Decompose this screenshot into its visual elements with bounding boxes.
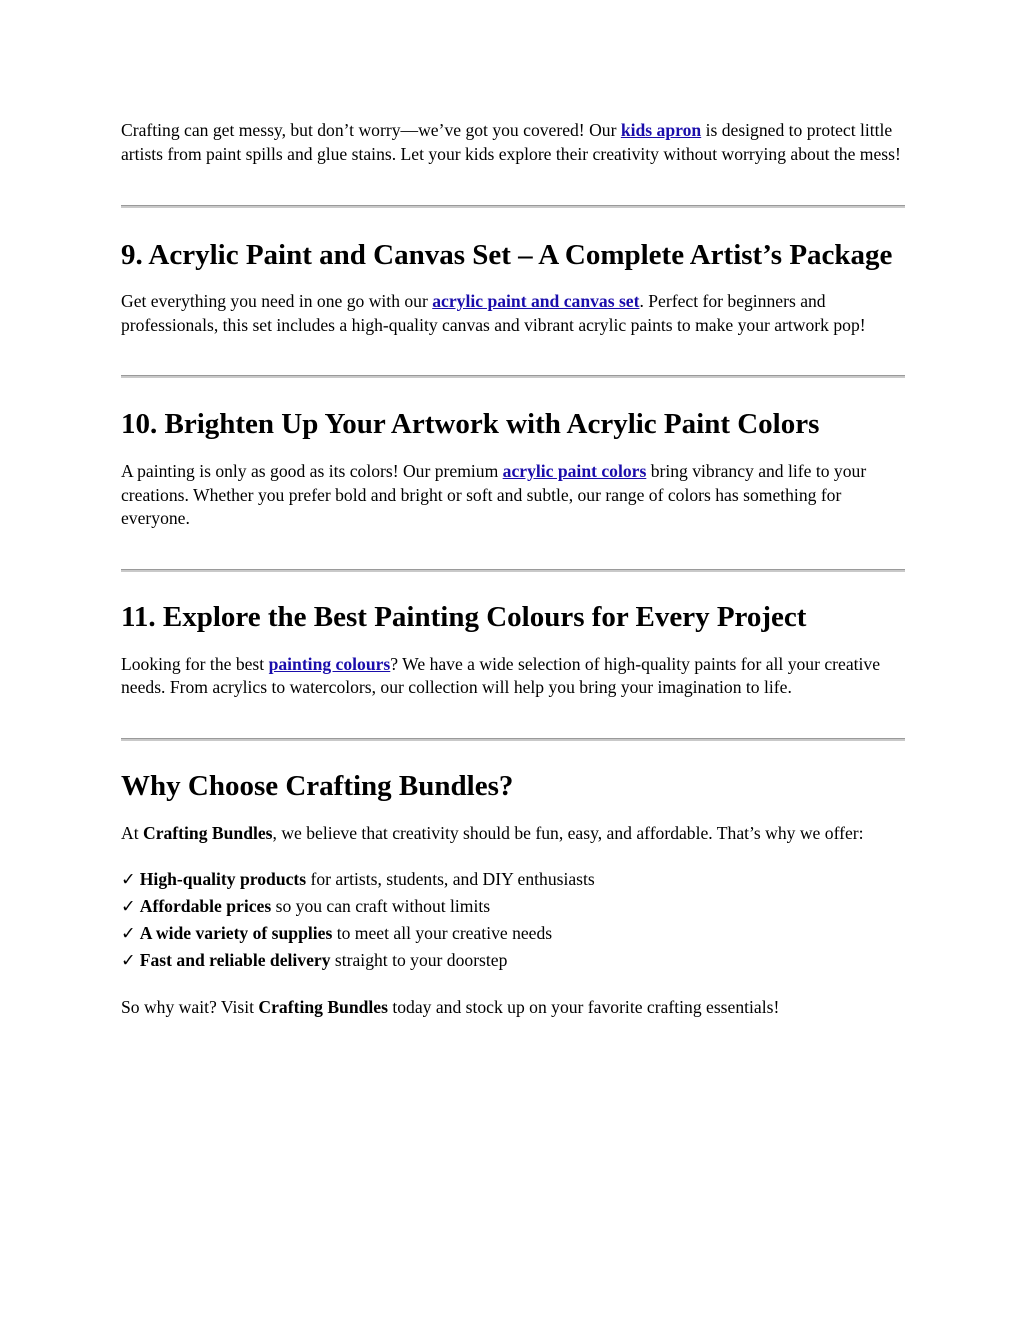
- section-11-text-before: Looking for the best: [121, 653, 269, 674]
- divider: [121, 569, 905, 572]
- checkmark-icon: ✓: [121, 869, 136, 889]
- acrylic-paint-colors-link[interactable]: acrylic paint colors: [502, 461, 647, 481]
- document-page: [121, 119, 905, 1020]
- kids-apron-link[interactable]: kids apron: [620, 120, 702, 140]
- why-choose-intro: [121, 822, 905, 846]
- painting-colours-link[interactable]: painting colours: [268, 653, 391, 674]
- list-item: [121, 893, 905, 920]
- section-9-text-after: . Perfect for beginners and professionals, this set includes a high-quality canvas and vibrant acrylic paints to make your artwork pop!: [121, 291, 866, 335]
- list-item: [121, 920, 905, 947]
- section-10-text-before: A painting is only as good as its colors! Our premium: [121, 461, 503, 481]
- section-heading-9: 9. Acrylic Paint and Canvas Set – A Complete Artist’s Package: [121, 239, 893, 271]
- benefit-title: Fast and reliable delivery: [139, 950, 331, 970]
- section-10-text-after: bring vibrancy and life to your creations. Whether you prefer bold and bright or soft and subtle, our range of colors has something for everyone.: [121, 461, 867, 528]
- benefit-text: straight to your doorstep: [330, 950, 508, 970]
- section-heading-11: 11. Explore the Best Painting Colours for Every Project: [121, 600, 807, 633]
- benefit-title: High-quality products: [139, 869, 307, 889]
- section-paragraph-9: [121, 290, 905, 337]
- section-heading-10: 10. Brighten Up Your Artwork with Acrylic Paint Colors: [121, 408, 820, 440]
- why-intro-before: At: [121, 822, 143, 843]
- benefit-text: to meet all your creative needs: [332, 923, 553, 943]
- divider: [121, 375, 905, 378]
- section-11-text-after: ? We have a wide selection of high-quality paints for all your creative needs. From acrylics to watercolors, our collection will help you bring your imagination to life.: [121, 653, 881, 697]
- checkmark-icon: ✓: [121, 950, 136, 970]
- closing-paragraph: [121, 996, 905, 1020]
- brand-name: Crafting Bundles: [143, 822, 273, 843]
- closing-after: today and stock up on your favorite crafting essentials!: [387, 997, 780, 1017]
- section-paragraph-10: [121, 460, 905, 531]
- benefits-list: [121, 866, 905, 974]
- divider: [121, 205, 905, 208]
- closing-before: So why wait? Visit: [121, 997, 259, 1017]
- intro-paragraph: [121, 119, 905, 166]
- acrylic-paint-canvas-set-link[interactable]: acrylic paint and canvas set: [432, 291, 640, 311]
- intro-text-after: is designed to protect little artists from paint spills and glue stains. Let your kids explore their creativity without worrying about the mess!: [121, 120, 901, 164]
- checkmark-icon: ✓: [121, 923, 136, 943]
- benefit-text: so you can craft without limits: [271, 896, 491, 916]
- list-item: [121, 866, 905, 893]
- list-item: [121, 947, 905, 974]
- intro-text-before: Crafting can get messy, but don’t worry—we’ve got you covered! Our: [121, 120, 621, 140]
- benefit-title: A wide variety of supplies: [139, 923, 333, 943]
- benefit-title: Affordable prices: [139, 896, 272, 916]
- divider: [121, 738, 905, 741]
- why-intro-after: , we believe that creativity should be fun, easy, and affordable. That’s why we offer:: [272, 822, 864, 843]
- why-choose-heading: Why Choose Crafting Bundles?: [121, 769, 514, 802]
- benefit-text: for artists, students, and DIY enthusiasts: [306, 869, 595, 889]
- section-9-text-before: Get everything you need in one go with our: [121, 291, 433, 311]
- section-paragraph-11: [121, 653, 905, 700]
- brand-name: Crafting Bundles: [258, 997, 388, 1017]
- checkmark-icon: ✓: [121, 896, 136, 916]
